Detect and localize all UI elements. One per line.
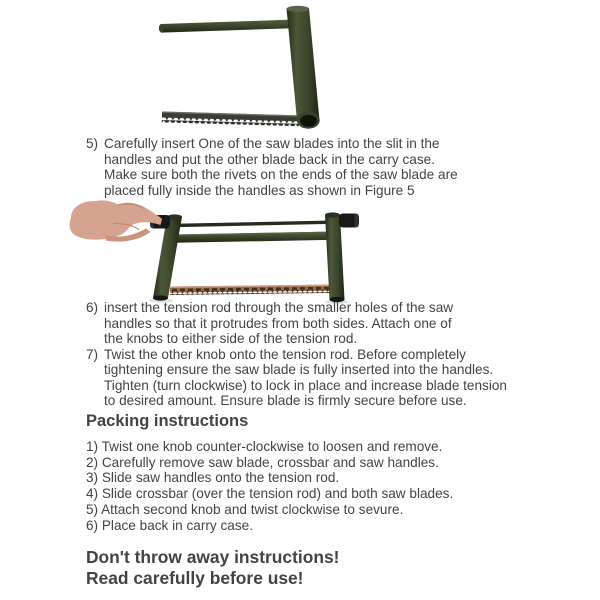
step-text: Carefully insert One of the saw blades into the slit in the handles and put the other blade back in the carry case. Make sure both the rivets on the ends of the saw blade are placed fully inside the handles as shown in Figure 5	[104, 136, 458, 198]
footer-warning-line1: Don't throw away instructions!	[86, 547, 340, 567]
footer-warning	[86, 547, 339, 588]
step-number: 7)	[86, 346, 99, 362]
vertical-handle-tube	[287, 6, 320, 129]
assembled-saw-held-by-hand-figure	[55, 190, 375, 305]
partial-saw-frame-figure	[140, 0, 340, 135]
packing-step: 2) Carefully remove saw blade, crossbar and saw handles.	[86, 454, 439, 470]
step-text: Twist the other knob onto the tension rod. Before completely tightening ensure the saw blade is fully inserted into the handles. Tighten (turn clockwise) to lock in place and increase blade tension to desired amount. Ensure blade is firmly secure before use.	[104, 346, 507, 408]
step-number: 5)	[86, 136, 99, 151]
packing-instructions-heading: Packing instructions	[86, 412, 249, 430]
assembly-step-5	[86, 136, 458, 198]
assembly-step-7	[86, 347, 507, 409]
packing-step: 4) Slide crossbar (over the tension rod) and both saw blades.	[86, 486, 454, 502]
packing-step: 6) Place back in carry case.	[86, 517, 253, 533]
tension-knob-right	[339, 214, 359, 228]
step-number: 6)	[86, 300, 99, 315]
hand	[70, 200, 162, 241]
packing-step: 1) Twist one knob counter-clockwise to loosen and remove.	[86, 439, 443, 454]
footer-warning-line2: Read carefully before use!	[86, 567, 304, 588]
packing-step: 5) Attach second knob and twist clockwise to sevure.	[86, 501, 404, 517]
packing-instructions-list	[86, 439, 453, 533]
step-text: insert the tension rod through the smaller holes of the saw handles so that it protrudes from both sides. Attach one of the knobs to either side of the tension rod.	[104, 300, 454, 346]
saw-blade	[170, 285, 340, 295]
tension-rod	[173, 220, 344, 227]
assembly-step-6	[86, 300, 507, 347]
crossbar-rod	[159, 20, 292, 33]
packing-step: 3) Slide saw handles onto the tension rod.	[86, 470, 340, 486]
assembly-steps-6-7	[86, 300, 507, 409]
crossbar	[174, 232, 336, 243]
saw-blade	[162, 112, 299, 127]
